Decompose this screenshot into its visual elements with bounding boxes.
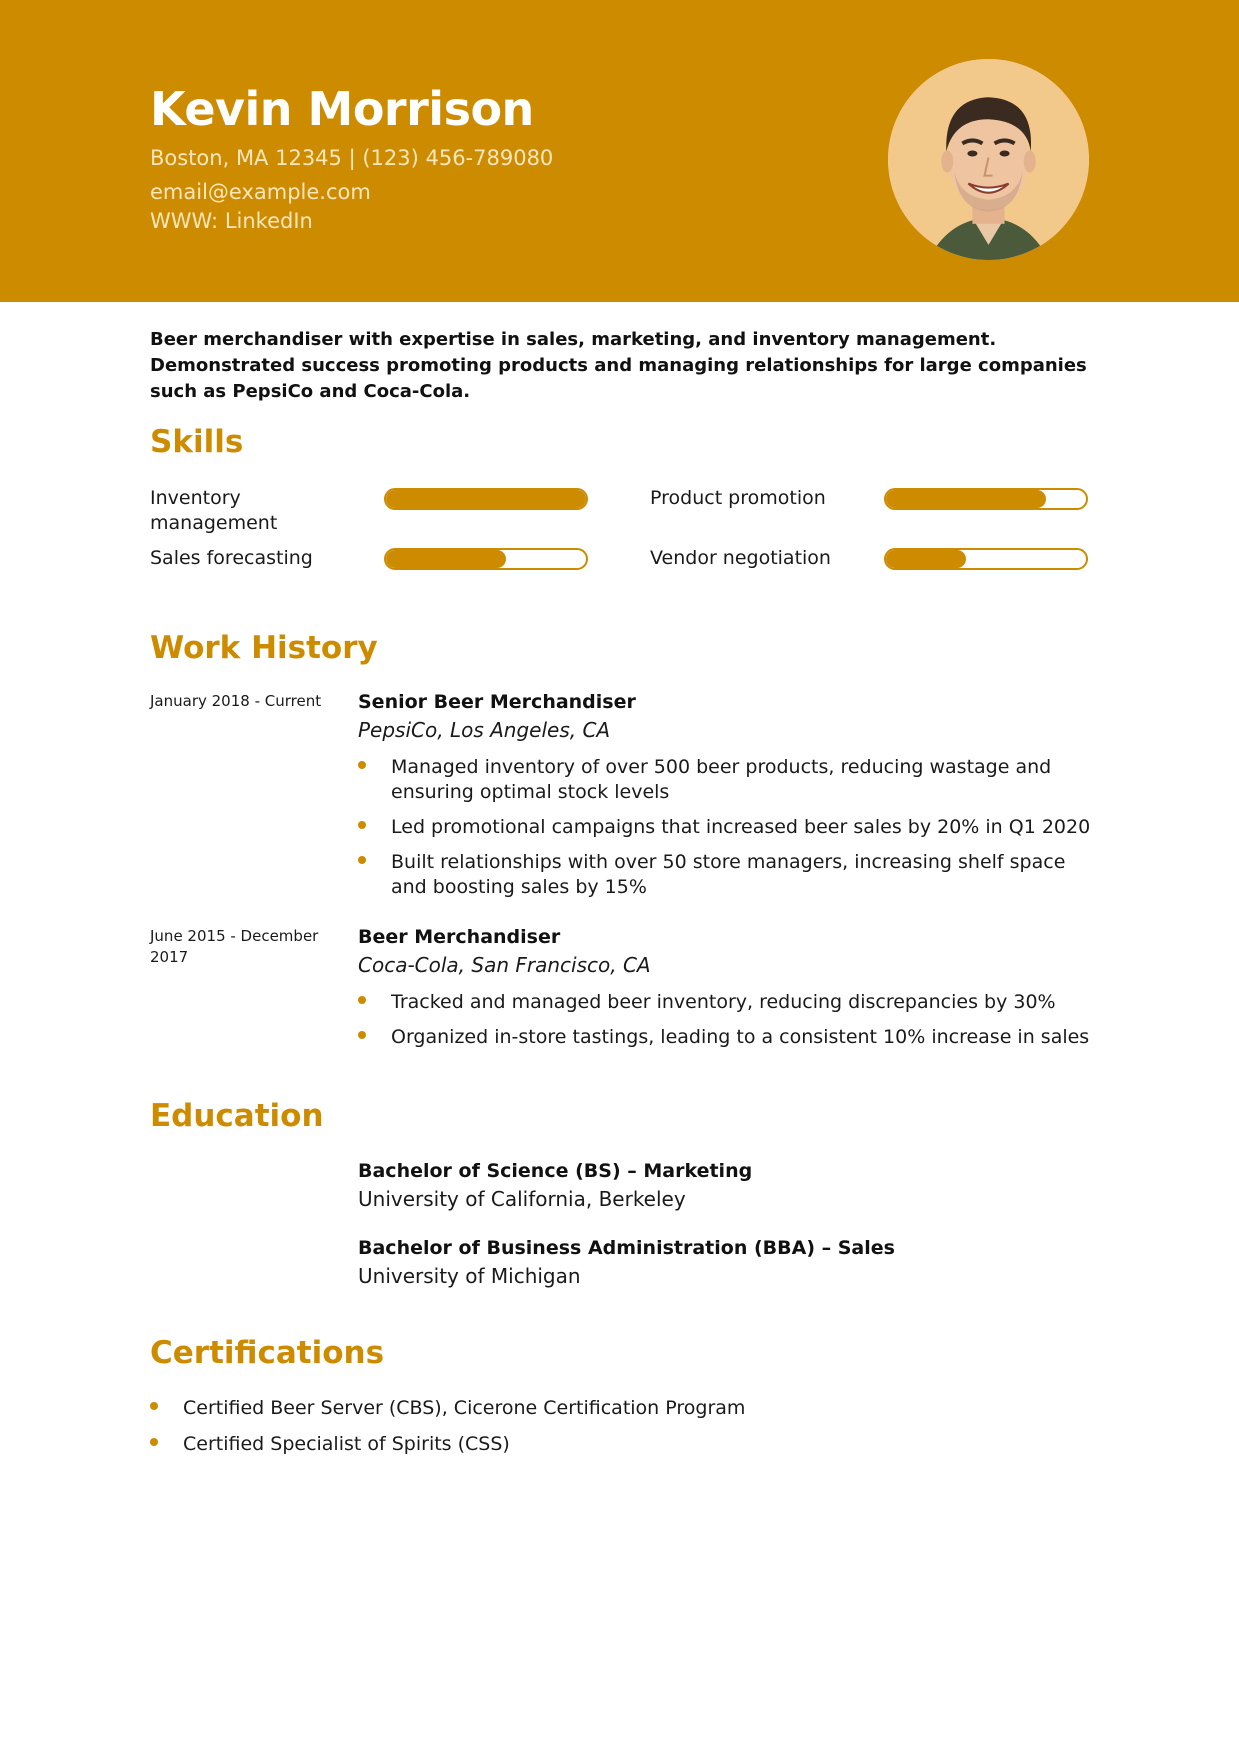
avatar-icon <box>888 59 1089 260</box>
skill-label: Inventory management <box>150 487 278 534</box>
profile-photo <box>888 59 1089 260</box>
bullet-icon <box>358 1031 366 1039</box>
degree-title: Bachelor of Science (BS) – Marketing <box>358 1160 753 1182</box>
job-dates: June 2015 - December 2017 <box>150 927 319 966</box>
list-item: Managed inventory of over 500 beer products, reducing wastage and ensuring optimal stock levels <box>358 755 1098 805</box>
list-item: Led promotional campaigns that increased beer sales by 20% in Q1 2020 <box>358 815 1098 840</box>
job-title: Beer Merchandiser <box>358 926 561 948</box>
job-bullets <box>358 755 1098 910</box>
bullet-icon <box>358 996 366 1004</box>
work-history-heading: Work History <box>150 630 378 666</box>
certifications-list <box>150 1396 1050 1468</box>
school-name: University of California, Berkeley <box>358 1187 686 1211</box>
degree-title: Bachelor of Business Administration (BBA) – Sales <box>358 1237 895 1259</box>
bullet-icon <box>358 856 366 864</box>
skill-bar-fill <box>386 550 506 568</box>
skills-heading: Skills <box>150 424 244 460</box>
skill-bar <box>384 488 588 510</box>
bullet-icon <box>150 1438 158 1446</box>
bullet-icon <box>150 1402 158 1410</box>
job-employer: Coca-Cola, San Francisco, CA <box>358 953 651 977</box>
linkedin-link[interactable]: WWW: LinkedIn <box>150 209 313 233</box>
job-employer: PepsiCo, Los Angeles, CA <box>358 718 611 742</box>
email-link[interactable]: email@example.com <box>150 180 371 204</box>
job-bullets <box>358 990 1098 1060</box>
skill-bar-fill <box>886 490 1046 508</box>
job-dates: January 2018 - Current <box>150 692 322 710</box>
skill-label: Product promotion <box>650 487 826 509</box>
skill-bar-fill <box>386 490 586 508</box>
school-name: University of Michigan <box>358 1264 581 1288</box>
candidate-name: Kevin Morrison <box>150 82 534 136</box>
bullet-icon <box>358 821 366 829</box>
job-title: Senior Beer Merchandiser <box>358 691 636 713</box>
list-item: Tracked and managed beer inventory, reducing discrepancies by 30% <box>358 990 1098 1015</box>
education-heading: Education <box>150 1098 324 1134</box>
skill-bar-fill <box>886 550 966 568</box>
bullet-icon <box>358 761 366 769</box>
list-item: Built relationships with over 50 store managers, increasing shelf space and boosting sales by 15% <box>358 850 1098 900</box>
header-banner <box>0 0 1239 302</box>
list-item: Certified Beer Server (CBS), Cicerone Certification Program <box>150 1396 1050 1421</box>
skill-label: Sales forecasting <box>150 547 313 569</box>
skill-bar <box>384 548 588 570</box>
skill-label: Vendor negotiation <box>650 547 831 569</box>
list-item: Certified Specialist of Spirits (CSS) <box>150 1432 1050 1457</box>
location-phone: Boston, MA 12345 | (123) 456-789080 <box>150 146 554 170</box>
skill-bar <box>884 488 1088 510</box>
professional-summary: Beer merchandiser with expertise in sales, marketing, and inventory management. Demonstrated success promoting products and managing relationships for large companies such as PepsiCo and Coca-Cola. <box>150 329 1087 402</box>
skill-bar <box>884 548 1088 570</box>
list-item: Organized in-store tastings, leading to a consistent 10% increase in sales <box>358 1025 1098 1050</box>
certifications-heading: Certifications <box>150 1335 385 1371</box>
